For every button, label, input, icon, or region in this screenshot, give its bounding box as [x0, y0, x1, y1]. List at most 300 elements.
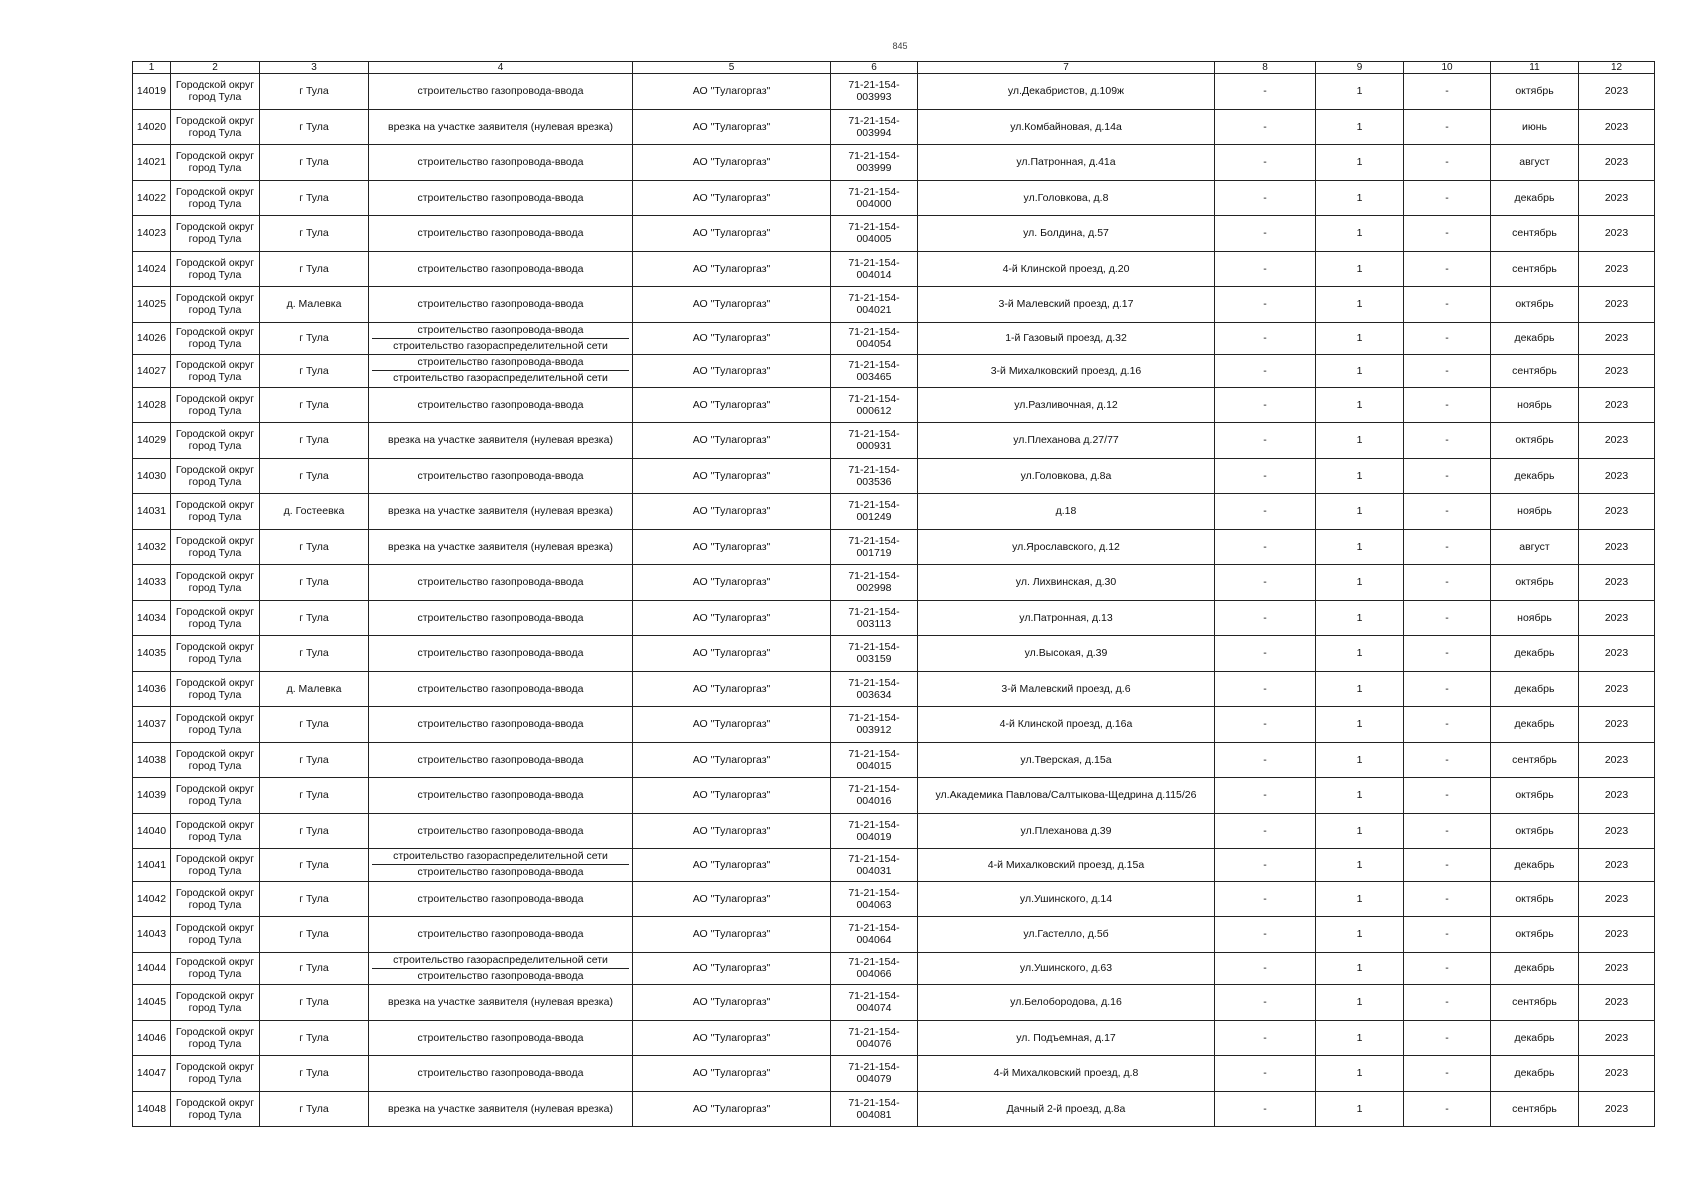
month-cell: сентябрь: [1491, 251, 1579, 287]
organization-cell: АО "Тулагоргаз": [633, 565, 831, 601]
organization-cell: АО "Тулагоргаз": [633, 952, 831, 985]
col9-cell: 1: [1316, 917, 1404, 953]
col10-cell: -: [1404, 985, 1491, 1021]
application-number-cell: 71-21-154-004021: [831, 287, 918, 323]
address-cell: ул.Плеханова д.39: [918, 813, 1215, 849]
works-cell: строительство газопровода-ввода: [369, 145, 633, 181]
col9-cell: 1: [1316, 355, 1404, 388]
month-cell: ноябрь: [1491, 494, 1579, 530]
col10-cell: -: [1404, 742, 1491, 778]
row-id-cell: 14041: [133, 849, 171, 882]
col9-cell: 1: [1316, 287, 1404, 323]
address-cell: 4-й Клинской проезд, д.16а: [918, 707, 1215, 743]
works-cell: строительство газопровода-ввода: [369, 600, 633, 636]
row-id-cell: 14043: [133, 917, 171, 953]
municipality-cell: Городской округ город Тула: [171, 287, 260, 323]
works-cell: строительство газопровода-ввода: [369, 917, 633, 953]
col10-cell: -: [1404, 145, 1491, 181]
col10-cell: -: [1404, 917, 1491, 953]
works-cell: врезка на участке заявителя (нулевая врезка): [369, 494, 633, 530]
locality-cell: г Тула: [260, 1091, 369, 1127]
table-row: [133, 600, 1655, 636]
row-id-cell: 14024: [133, 251, 171, 287]
col8-cell: -: [1215, 636, 1316, 672]
col8-cell: -: [1215, 1056, 1316, 1092]
col10-cell: -: [1404, 636, 1491, 672]
table-row: [133, 1020, 1655, 1056]
month-cell: октябрь: [1491, 813, 1579, 849]
year-cell: 2023: [1579, 287, 1655, 323]
locality-cell: г Тула: [260, 952, 369, 985]
work-type-line: строительство газопровода-ввода: [372, 968, 629, 984]
works-cell: строительство газопровода-ввода: [369, 180, 633, 216]
application-number-cell: 71-21-154-004079: [831, 1056, 918, 1092]
column-number: 2: [171, 62, 260, 74]
municipality-cell: Городской округ город Тула: [171, 985, 260, 1021]
municipality-cell: Городской округ город Тула: [171, 387, 260, 423]
table-row: [133, 671, 1655, 707]
locality-cell: г Тула: [260, 423, 369, 459]
address-cell: ул.Ярославского, д.12: [918, 529, 1215, 565]
row-id-cell: 14048: [133, 1091, 171, 1127]
col9-cell: 1: [1316, 600, 1404, 636]
col10-cell: -: [1404, 565, 1491, 601]
organization-cell: АО "Тулагоргаз": [633, 423, 831, 459]
month-cell: ноябрь: [1491, 387, 1579, 423]
table-row: [133, 74, 1655, 110]
address-cell: 4-й Михалковский проезд, д.15а: [918, 849, 1215, 882]
column-number: 9: [1316, 62, 1404, 74]
application-number-cell: 71-21-154-003993: [831, 74, 918, 110]
address-cell: 1-й Газовый проезд, д.32: [918, 322, 1215, 355]
col9-cell: 1: [1316, 778, 1404, 814]
municipality-cell: Городской округ город Тула: [171, 1091, 260, 1127]
locality-cell: г Тула: [260, 145, 369, 181]
locality-cell: г Тула: [260, 917, 369, 953]
address-cell: ул.Комбайновая, д.14а: [918, 109, 1215, 145]
col8-cell: -: [1215, 952, 1316, 985]
year-cell: 2023: [1579, 109, 1655, 145]
column-number: 11: [1491, 62, 1579, 74]
address-cell: ул.Патронная, д.13: [918, 600, 1215, 636]
table-row: [133, 565, 1655, 601]
month-cell: декабрь: [1491, 707, 1579, 743]
municipality-cell: Городской округ город Тула: [171, 952, 260, 985]
row-id-cell: 14019: [133, 74, 171, 110]
table-row: [133, 494, 1655, 530]
month-cell: июнь: [1491, 109, 1579, 145]
table-row: [133, 742, 1655, 778]
year-cell: 2023: [1579, 494, 1655, 530]
month-cell: декабрь: [1491, 952, 1579, 985]
application-number-cell: 71-21-154-004081: [831, 1091, 918, 1127]
year-cell: 2023: [1579, 145, 1655, 181]
works-cell: строительство газопровода-ввода: [369, 1056, 633, 1092]
col10-cell: -: [1404, 458, 1491, 494]
locality-cell: г Тула: [260, 707, 369, 743]
organization-cell: АО "Тулагоргаз": [633, 458, 831, 494]
municipality-cell: Городской округ город Тула: [171, 742, 260, 778]
application-number-cell: 71-21-154-004066: [831, 952, 918, 985]
col8-cell: -: [1215, 423, 1316, 459]
row-id-cell: 14031: [133, 494, 171, 530]
address-cell: ул.Плеханова д.27/77: [918, 423, 1215, 459]
col10-cell: -: [1404, 813, 1491, 849]
month-cell: октябрь: [1491, 778, 1579, 814]
organization-cell: АО "Тулагоргаз": [633, 849, 831, 882]
work-type-line: строительство газопровода-ввода: [417, 323, 584, 336]
works-cell: строительство газопровода-ввода: [369, 778, 633, 814]
col9-cell: 1: [1316, 1056, 1404, 1092]
municipality-cell: Городской округ город Тула: [171, 322, 260, 355]
works-cell: строительство газопровода-ввода: [369, 458, 633, 494]
application-number-cell: 71-21-154-004019: [831, 813, 918, 849]
col10-cell: -: [1404, 251, 1491, 287]
table-row: [133, 180, 1655, 216]
address-cell: 4-й Михалковский проезд, д.8: [918, 1056, 1215, 1092]
col9-cell: 1: [1316, 387, 1404, 423]
month-cell: сентябрь: [1491, 216, 1579, 252]
works-cell: строительство газопровода-ввода: [369, 742, 633, 778]
table-row: [133, 458, 1655, 494]
col8-cell: -: [1215, 671, 1316, 707]
municipality-cell: Городской округ город Тула: [171, 600, 260, 636]
column-number: 10: [1404, 62, 1491, 74]
year-cell: 2023: [1579, 1056, 1655, 1092]
application-number-cell: 71-21-154-003465: [831, 355, 918, 388]
table-row: [133, 985, 1655, 1021]
year-cell: 2023: [1579, 216, 1655, 252]
month-cell: август: [1491, 529, 1579, 565]
works-cell: [369, 355, 633, 388]
col8-cell: -: [1215, 458, 1316, 494]
locality-cell: г Тула: [260, 251, 369, 287]
works-cell: строительство газопровода-ввода: [369, 74, 633, 110]
col8-cell: -: [1215, 145, 1316, 181]
row-id-cell: 14020: [133, 109, 171, 145]
table-row: [133, 355, 1655, 388]
locality-cell: г Тула: [260, 742, 369, 778]
table-row: [133, 881, 1655, 917]
organization-cell: АО "Тулагоргаз": [633, 1091, 831, 1127]
organization-cell: АО "Тулагоргаз": [633, 600, 831, 636]
year-cell: 2023: [1579, 671, 1655, 707]
work-type-line: строительство газораспределительной сети: [393, 953, 608, 966]
year-cell: 2023: [1579, 180, 1655, 216]
month-cell: декабрь: [1491, 458, 1579, 494]
locality-cell: г Тула: [260, 813, 369, 849]
application-number-cell: 71-21-154-000931: [831, 423, 918, 459]
application-number-cell: 71-21-154-003634: [831, 671, 918, 707]
organization-cell: АО "Тулагоргаз": [633, 778, 831, 814]
col10-cell: -: [1404, 322, 1491, 355]
year-cell: 2023: [1579, 458, 1655, 494]
organization-cell: АО "Тулагоргаз": [633, 529, 831, 565]
col10-cell: -: [1404, 216, 1491, 252]
municipality-cell: Городской округ город Тула: [171, 423, 260, 459]
municipality-cell: Городской округ город Тула: [171, 813, 260, 849]
col10-cell: -: [1404, 952, 1491, 985]
table-row: [133, 1056, 1655, 1092]
table-row: [133, 251, 1655, 287]
column-number: 7: [918, 62, 1215, 74]
application-number-cell: 71-21-154-004064: [831, 917, 918, 953]
municipality-cell: Городской округ город Тула: [171, 251, 260, 287]
application-number-cell: 71-21-154-003912: [831, 707, 918, 743]
col8-cell: -: [1215, 74, 1316, 110]
address-cell: ул.Гастелло, д.5б: [918, 917, 1215, 953]
gasification-table: [132, 61, 1655, 1127]
table-row: [133, 917, 1655, 953]
month-cell: август: [1491, 145, 1579, 181]
locality-cell: г Тула: [260, 74, 369, 110]
application-number-cell: 71-21-154-004015: [831, 742, 918, 778]
organization-cell: АО "Тулагоргаз": [633, 1056, 831, 1092]
organization-cell: АО "Тулагоргаз": [633, 180, 831, 216]
col8-cell: -: [1215, 322, 1316, 355]
col9-cell: 1: [1316, 180, 1404, 216]
row-id-cell: 14038: [133, 742, 171, 778]
application-number-cell: 71-21-154-003536: [831, 458, 918, 494]
month-cell: декабрь: [1491, 1020, 1579, 1056]
organization-cell: АО "Тулагоргаз": [633, 145, 831, 181]
col10-cell: -: [1404, 849, 1491, 882]
col9-cell: 1: [1316, 813, 1404, 849]
month-cell: сентябрь: [1491, 1091, 1579, 1127]
application-number-cell: 71-21-154-004031: [831, 849, 918, 882]
row-id-cell: 14034: [133, 600, 171, 636]
column-number: 3: [260, 62, 369, 74]
address-cell: ул. Подъемная, д.17: [918, 1020, 1215, 1056]
table-row: [133, 1091, 1655, 1127]
col10-cell: -: [1404, 1056, 1491, 1092]
works-cell: строительство газопровода-ввода: [369, 251, 633, 287]
col9-cell: 1: [1316, 671, 1404, 707]
col8-cell: -: [1215, 707, 1316, 743]
month-cell: декабрь: [1491, 849, 1579, 882]
year-cell: 2023: [1579, 74, 1655, 110]
locality-cell: г Тула: [260, 529, 369, 565]
application-number-cell: 71-21-154-004014: [831, 251, 918, 287]
application-number-cell: 71-21-154-002998: [831, 565, 918, 601]
organization-cell: АО "Тулагоргаз": [633, 216, 831, 252]
locality-cell: г Тула: [260, 636, 369, 672]
col9-cell: 1: [1316, 322, 1404, 355]
municipality-cell: Городской округ город Тула: [171, 355, 260, 388]
year-cell: 2023: [1579, 985, 1655, 1021]
col8-cell: -: [1215, 985, 1316, 1021]
column-number: 12: [1579, 62, 1655, 74]
address-cell: 3-й Михалковский проезд, д.16: [918, 355, 1215, 388]
table-row: [133, 216, 1655, 252]
year-cell: 2023: [1579, 387, 1655, 423]
locality-cell: д. Малевка: [260, 287, 369, 323]
application-number-cell: 71-21-154-003159: [831, 636, 918, 672]
table-row: [133, 707, 1655, 743]
table-row: [133, 952, 1655, 985]
application-number-cell: 71-21-154-003999: [831, 145, 918, 181]
municipality-cell: Городской округ город Тула: [171, 778, 260, 814]
locality-cell: г Тула: [260, 985, 369, 1021]
organization-cell: АО "Тулагоргаз": [633, 287, 831, 323]
row-id-cell: 14033: [133, 565, 171, 601]
locality-cell: г Тула: [260, 322, 369, 355]
year-cell: 2023: [1579, 251, 1655, 287]
organization-cell: АО "Тулагоргаз": [633, 251, 831, 287]
col10-cell: -: [1404, 387, 1491, 423]
month-cell: декабрь: [1491, 1056, 1579, 1092]
col10-cell: -: [1404, 494, 1491, 530]
works-cell: строительство газопровода-ввода: [369, 671, 633, 707]
locality-cell: г Тула: [260, 778, 369, 814]
month-cell: октябрь: [1491, 287, 1579, 323]
col10-cell: -: [1404, 671, 1491, 707]
col10-cell: -: [1404, 1091, 1491, 1127]
works-cell: [369, 849, 633, 882]
locality-cell: г Тула: [260, 849, 369, 882]
col8-cell: -: [1215, 109, 1316, 145]
locality-cell: г Тула: [260, 1020, 369, 1056]
application-number-cell: 71-21-154-001719: [831, 529, 918, 565]
municipality-cell: Городской округ город Тула: [171, 917, 260, 953]
organization-cell: АО "Тулагоргаз": [633, 387, 831, 423]
row-id-cell: 14042: [133, 881, 171, 917]
page-number: 845: [892, 41, 908, 51]
municipality-cell: Городской округ город Тула: [171, 109, 260, 145]
col10-cell: -: [1404, 707, 1491, 743]
row-id-cell: 14036: [133, 671, 171, 707]
month-cell: декабрь: [1491, 671, 1579, 707]
column-number: 6: [831, 62, 918, 74]
month-cell: октябрь: [1491, 74, 1579, 110]
month-cell: октябрь: [1491, 917, 1579, 953]
table-row: [133, 813, 1655, 849]
municipality-cell: Городской округ город Тула: [171, 881, 260, 917]
col9-cell: 1: [1316, 529, 1404, 565]
table-row: [133, 287, 1655, 323]
col9-cell: 1: [1316, 565, 1404, 601]
col9-cell: 1: [1316, 636, 1404, 672]
work-type-line: строительство газораспределительной сети: [393, 850, 608, 863]
works-cell: врезка на участке заявителя (нулевая врезка): [369, 1091, 633, 1127]
row-id-cell: 14027: [133, 355, 171, 388]
col8-cell: -: [1215, 1091, 1316, 1127]
address-cell: ул.Разливочная, д.12: [918, 387, 1215, 423]
col9-cell: 1: [1316, 494, 1404, 530]
address-cell: 3-й Малевский проезд, д.17: [918, 287, 1215, 323]
works-cell: строительство газопровода-ввода: [369, 881, 633, 917]
year-cell: 2023: [1579, 917, 1655, 953]
col10-cell: -: [1404, 423, 1491, 459]
organization-cell: АО "Тулагоргаз": [633, 881, 831, 917]
municipality-cell: Городской округ город Тула: [171, 565, 260, 601]
organization-cell: АО "Тулагоргаз": [633, 494, 831, 530]
col10-cell: -: [1404, 529, 1491, 565]
works-cell: врезка на участке заявителя (нулевая врезка): [369, 985, 633, 1021]
works-cell: строительство газопровода-ввода: [369, 813, 633, 849]
municipality-cell: Городской округ город Тула: [171, 849, 260, 882]
application-number-cell: 71-21-154-004063: [831, 881, 918, 917]
works-cell: врезка на участке заявителя (нулевая врезка): [369, 109, 633, 145]
row-id-cell: 14023: [133, 216, 171, 252]
col8-cell: -: [1215, 778, 1316, 814]
organization-cell: АО "Тулагоргаз": [633, 985, 831, 1021]
works-cell: [369, 952, 633, 985]
address-cell: 4-й Клинской проезд, д.20: [918, 251, 1215, 287]
works-cell: строительство газопровода-ввода: [369, 287, 633, 323]
address-cell: ул.Высокая, д.39: [918, 636, 1215, 672]
year-cell: 2023: [1579, 423, 1655, 459]
col9-cell: 1: [1316, 423, 1404, 459]
application-number-cell: 71-21-154-004054: [831, 322, 918, 355]
table-row: [133, 423, 1655, 459]
organization-cell: АО "Тулагоргаз": [633, 742, 831, 778]
col10-cell: -: [1404, 355, 1491, 388]
table-row: [133, 109, 1655, 145]
col8-cell: -: [1215, 881, 1316, 917]
year-cell: 2023: [1579, 600, 1655, 636]
organization-cell: АО "Тулагоргаз": [633, 636, 831, 672]
address-cell: д.18: [918, 494, 1215, 530]
year-cell: 2023: [1579, 636, 1655, 672]
year-cell: 2023: [1579, 707, 1655, 743]
municipality-cell: Городской округ город Тула: [171, 458, 260, 494]
application-number-cell: 71-21-154-003994: [831, 109, 918, 145]
month-cell: октябрь: [1491, 423, 1579, 459]
application-number-cell: 71-21-154-004000: [831, 180, 918, 216]
col10-cell: -: [1404, 881, 1491, 917]
month-cell: сентябрь: [1491, 742, 1579, 778]
col9-cell: 1: [1316, 849, 1404, 882]
col8-cell: -: [1215, 1020, 1316, 1056]
col8-cell: -: [1215, 742, 1316, 778]
organization-cell: АО "Тулагоргаз": [633, 355, 831, 388]
application-number-cell: 71-21-154-004016: [831, 778, 918, 814]
organization-cell: АО "Тулагоргаз": [633, 813, 831, 849]
col8-cell: -: [1215, 180, 1316, 216]
row-id-cell: 14045: [133, 985, 171, 1021]
address-cell: ул.Ушинского, д.14: [918, 881, 1215, 917]
row-id-cell: 14025: [133, 287, 171, 323]
col9-cell: 1: [1316, 109, 1404, 145]
month-cell: октябрь: [1491, 565, 1579, 601]
works-cell: строительство газопровода-ввода: [369, 565, 633, 601]
work-type-line: строительство газопровода-ввода: [372, 864, 629, 880]
organization-cell: АО "Тулагоргаз": [633, 671, 831, 707]
col9-cell: 1: [1316, 251, 1404, 287]
col9-cell: 1: [1316, 952, 1404, 985]
col9-cell: 1: [1316, 742, 1404, 778]
year-cell: 2023: [1579, 881, 1655, 917]
organization-cell: АО "Тулагоргаз": [633, 917, 831, 953]
col10-cell: -: [1404, 778, 1491, 814]
address-cell: ул.Тверская, д.15а: [918, 742, 1215, 778]
col9-cell: 1: [1316, 458, 1404, 494]
address-cell: ул.Академика Павлова/Салтыкова-Щедрина д.115/26: [918, 778, 1215, 814]
month-cell: декабрь: [1491, 636, 1579, 672]
work-type-line: строительство газопровода-ввода: [417, 356, 584, 369]
year-cell: 2023: [1579, 778, 1655, 814]
locality-cell: г Тула: [260, 355, 369, 388]
col10-cell: -: [1404, 180, 1491, 216]
col9-cell: 1: [1316, 1020, 1404, 1056]
application-number-cell: 71-21-154-004005: [831, 216, 918, 252]
col8-cell: -: [1215, 494, 1316, 530]
month-cell: сентябрь: [1491, 355, 1579, 388]
municipality-cell: Городской округ город Тула: [171, 180, 260, 216]
col10-cell: -: [1404, 600, 1491, 636]
column-number: 4: [369, 62, 633, 74]
